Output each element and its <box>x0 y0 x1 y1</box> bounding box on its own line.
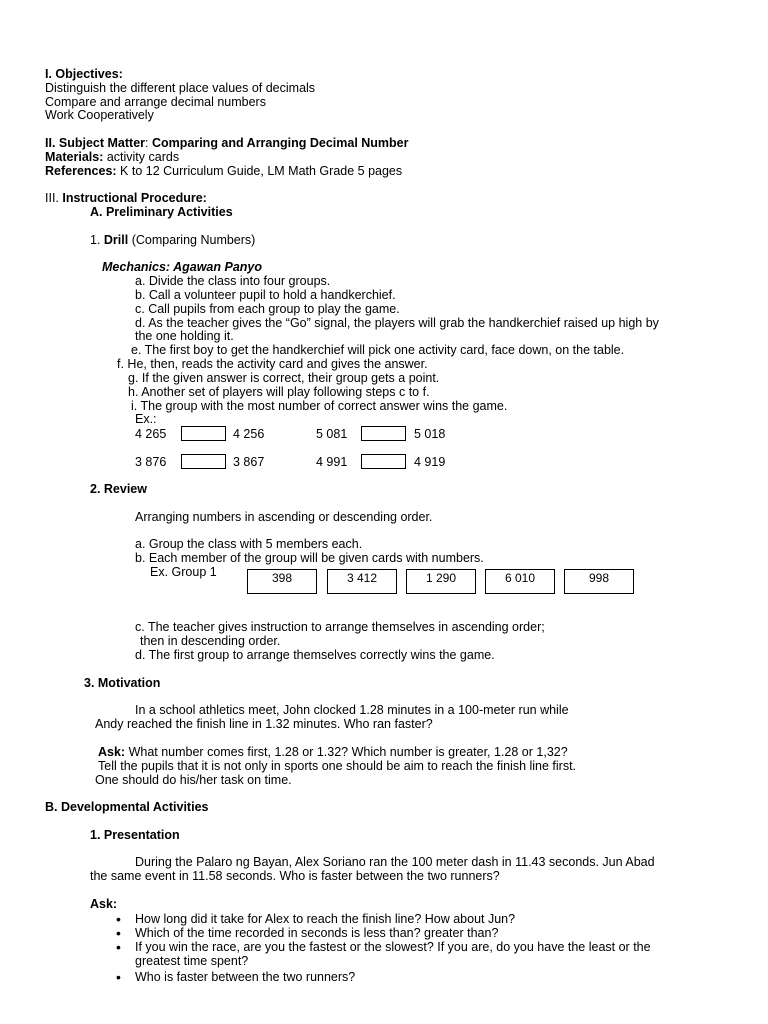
mechanics-heading: Mechanics: Agawan Panyo <box>102 260 262 274</box>
subject-matter-label: II. Subject Matter <box>45 136 146 150</box>
motivation-heading: 3. Motivation <box>84 676 161 690</box>
subject-matter-line <box>45 136 409 150</box>
drill-number: 1. <box>90 233 104 247</box>
drill-desc: (Comparing Numbers) <box>128 233 256 247</box>
compare-answer-box <box>361 454 406 469</box>
procedure-numeral: III. <box>45 191 63 205</box>
materials-value: activity cards <box>103 150 180 164</box>
objective-item: Work Cooperatively <box>45 108 154 122</box>
mechanics-step: c. Call pupils from each group to play the game. <box>135 302 400 316</box>
mechanics-step: i. The group with the most number of correct answer wins the game. <box>131 399 508 413</box>
ask-text: What number comes first, 1.28 or 1.32? Which number is greater, 1.28 or 1,32? <box>125 745 568 759</box>
presentation-ask-label: Ask: <box>90 897 118 911</box>
review-intro: Arranging numbers in ascending or descending order. <box>135 510 433 524</box>
compare-number: 4 265 <box>135 427 167 441</box>
review-step: b. Each member of the group will be given cards with numbers. <box>135 551 484 565</box>
motivation-tell: Tell the pupils that it is not only in sports one should be aim to reach the finish line first. <box>98 759 577 773</box>
review-heading: 2. Review <box>90 482 147 496</box>
preliminary-heading: A. Preliminary Activities <box>90 205 233 219</box>
review-step-cont: then in descending order. <box>140 634 281 648</box>
motivation-ask <box>98 745 568 759</box>
review-step: c. The teacher gives instruction to arrange themselves in ascending order; <box>135 620 545 634</box>
number-card: 6 010 <box>485 569 555 594</box>
references-label: References: <box>45 164 117 178</box>
motivation-tell-cont: One should do his/her task on time. <box>95 773 292 787</box>
objective-item: Compare and arrange decimal numbers <box>45 95 266 109</box>
materials-line <box>45 150 179 164</box>
review-step: a. Group the class with 5 members each. <box>135 537 363 551</box>
materials-label: Materials: <box>45 150 104 164</box>
mechanics-step: e. The first boy to get the handkerchief will pick one activity card, face down, on the table. <box>131 343 625 357</box>
mechanics-step: f. He, then, reads the activity card and gives the answer. <box>117 357 428 371</box>
drill-label: Drill <box>103 233 129 247</box>
references-line <box>45 164 402 178</box>
motivation-paragraph-cont: Andy reached the finish line in 1.32 minutes. Who ran faster? <box>95 717 433 731</box>
ask-label: Ask: <box>98 745 126 759</box>
example-label: Ex.: <box>135 412 157 426</box>
procedure-title: Instructional Procedure: <box>62 191 207 205</box>
ask-question-cont: greatest time spent? <box>135 954 249 968</box>
bullet-icon: • <box>116 969 121 985</box>
compare-answer-box <box>181 454 226 469</box>
presentation-paragraph: During the Palaro ng Bayan, Alex Soriano ran the 100 meter dash in 11.43 seconds. Jun Abad <box>135 855 655 869</box>
mechanics-step: b. Call a volunteer pupil to hold a handkerchief. <box>135 288 396 302</box>
ask-question: Who is faster between the two runners? <box>135 970 356 984</box>
number-card: 398 <box>247 569 317 594</box>
subject-title: Comparing and Arranging Decimal Number <box>151 136 409 150</box>
bullet-icon: • <box>116 925 121 941</box>
compare-number: 3 876 <box>135 455 167 469</box>
developmental-heading: B. Developmental Activities <box>45 800 209 814</box>
ask-question: If you win the race, are you the fastest or the slowest? If you are, do you have the least or the <box>135 940 651 954</box>
mechanics-step: d. As the teacher gives the “Go” signal, the players will grab the handkerchief raised up high by <box>135 316 659 330</box>
compare-answer-box <box>361 426 406 441</box>
references-value: K to 12 Curriculum Guide, LM Math Grade 5 pages <box>116 164 403 178</box>
ask-question: How long did it take for Alex to reach the finish line? How about Jun? <box>135 912 516 926</box>
motivation-paragraph: In a school athletics meet, John clocked 1.28 minutes in a 100-meter run while <box>135 703 569 717</box>
mechanics-step: g. If the given answer is correct, their group gets a point. <box>128 371 440 385</box>
ask-question: Which of the time recorded in seconds is less than? greater than? <box>135 926 499 940</box>
number-card: 998 <box>564 569 634 594</box>
mechanics-step: a. Divide the class into four groups. <box>135 274 331 288</box>
review-step: d. The first group to arrange themselves correctly wins the game. <box>135 648 495 662</box>
presentation-heading: 1. Presentation <box>90 828 180 842</box>
bullet-icon: • <box>116 911 121 927</box>
objective-item: Distinguish the different place values of decimals <box>45 81 316 95</box>
mechanics-step: h. Another set of players will play following steps c to f. <box>128 385 430 399</box>
compare-number: 3 867 <box>233 455 265 469</box>
bullet-icon: • <box>116 939 121 955</box>
subject-sep: : <box>145 136 152 150</box>
compare-answer-box <box>181 426 226 441</box>
drill-line <box>90 233 255 247</box>
compare-number: 4 919 <box>414 455 446 469</box>
objectives-heading: I. Objectives: <box>45 67 123 81</box>
compare-number: 5 018 <box>414 427 446 441</box>
compare-number: 4 256 <box>233 427 265 441</box>
mechanics-step-cont: the one holding it. <box>135 329 234 343</box>
number-card: 1 290 <box>406 569 476 594</box>
compare-number: 4 991 <box>316 455 348 469</box>
procedure-heading <box>45 191 207 205</box>
number-card: 3 412 <box>327 569 397 594</box>
presentation-paragraph-cont: the same event in 11.58 seconds. Who is faster between the two runners? <box>90 869 500 883</box>
review-example-label: Ex. Group 1 <box>150 565 217 579</box>
compare-number: 5 081 <box>316 427 348 441</box>
